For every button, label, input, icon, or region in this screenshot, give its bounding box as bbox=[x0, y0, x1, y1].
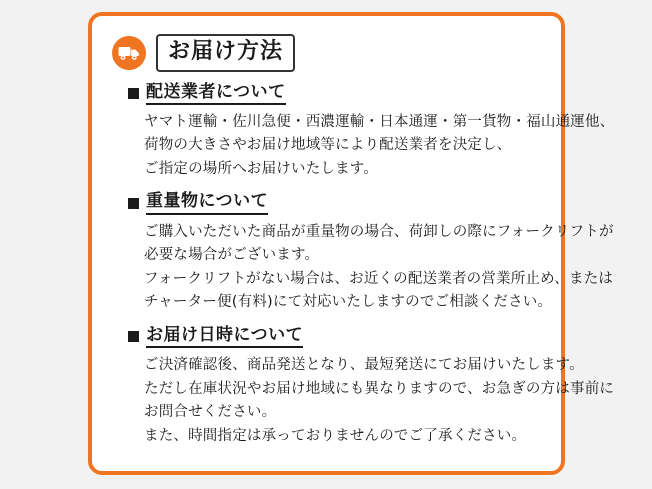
section-header bbox=[128, 82, 543, 105]
panel-header bbox=[112, 34, 543, 72]
section-title: 配送業者について bbox=[146, 82, 286, 105]
section-heavy-items bbox=[110, 191, 614, 314]
panel-title: お届け方法 bbox=[156, 34, 295, 72]
delivery-info-panel bbox=[88, 12, 615, 475]
body-line: ヤマト運輸・佐川急便・西濃運輸・日本通運・第一貨物・福山通運他、 bbox=[144, 113, 615, 130]
square-bullet-icon bbox=[128, 88, 139, 99]
square-bullet-icon bbox=[128, 331, 139, 342]
body-line: ただし在庫状況やお届け地域にも異なりますので、お急ぎの方は事前に bbox=[144, 380, 615, 397]
delivery-truck-icon bbox=[112, 36, 146, 70]
body-line: チャーター便(有料)にて対応いたしますのでご相談ください。 bbox=[144, 294, 553, 311]
section-title: 重量物について bbox=[146, 191, 268, 214]
section-header bbox=[128, 191, 543, 214]
section-title: お届け日時について bbox=[146, 325, 303, 348]
body-line: また、時間指定は承っておりませんのでご了承ください。 bbox=[144, 427, 527, 444]
body-line: フォークリフトがない場合は、お近くの配送業者の営業所止め、または bbox=[144, 270, 614, 287]
body-line: ご決済確認後、商品発送となり、最短発送にてお届けいたします。 bbox=[144, 357, 584, 374]
section-delivery-datetime bbox=[110, 324, 615, 448]
section-body bbox=[144, 111, 615, 181]
body-line: ご指定の場所へお届けいたします。 bbox=[144, 160, 379, 177]
section-header bbox=[128, 325, 543, 348]
square-bullet-icon bbox=[128, 198, 139, 209]
body-line: 必要な場合がございます。 bbox=[144, 247, 320, 264]
section-body bbox=[144, 221, 614, 315]
section-body bbox=[144, 354, 615, 448]
panel-inner bbox=[92, 16, 615, 462]
body-line: お問合せください。 bbox=[144, 404, 277, 421]
body-line: ご購入いただいた商品が重量物の場合、荷卸しの際にフォークリフトが bbox=[144, 223, 614, 240]
section-carriers bbox=[110, 81, 615, 182]
body-line: 荷物の大きさやお届け地域等により配送業者を決定し、 bbox=[144, 137, 512, 154]
